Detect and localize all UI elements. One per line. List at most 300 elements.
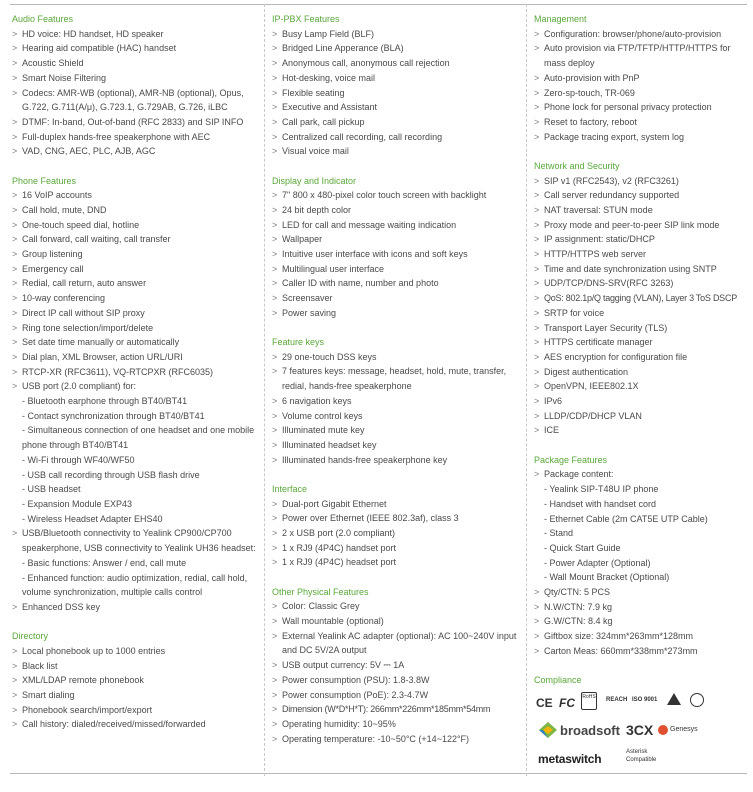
list-item-text: Enhanced DSS key xyxy=(22,601,101,612)
list-item xyxy=(12,130,257,145)
section-compliance xyxy=(534,673,748,778)
chevron-right-icon: > xyxy=(534,116,540,127)
list-item xyxy=(272,247,522,262)
list-item xyxy=(272,438,522,453)
chevron-right-icon: > xyxy=(534,263,540,274)
list-item xyxy=(272,100,522,115)
list-item-text: Giftbox size: 324mm*263mm*128mm xyxy=(544,631,694,642)
chevron-right-icon: > xyxy=(12,366,18,377)
list-item xyxy=(12,423,257,452)
list-item xyxy=(12,468,257,483)
chevron-right-icon: > xyxy=(534,351,540,362)
genesys-logo: Genesys xyxy=(670,725,698,733)
list-item-text: USB port (2.0 compliant) for: xyxy=(22,381,137,392)
list-item-text: Intuitive user interface with icons and soft keys xyxy=(282,249,468,260)
list-item-text: Digest authentication xyxy=(544,366,629,377)
list-item xyxy=(534,71,748,86)
column-left xyxy=(12,12,257,747)
chevron-right-icon: > xyxy=(12,645,18,656)
list-item xyxy=(272,364,522,393)
chevron-right-icon: > xyxy=(272,28,278,39)
list-item-text: SIP v1 (RFC2543), v2 (RFC3261) xyxy=(544,175,679,186)
list-item xyxy=(272,41,522,56)
list-item-text: Caller ID with name, number and photo xyxy=(282,278,439,289)
list-item-text: Illuminated headset key xyxy=(282,439,377,450)
list-item xyxy=(534,247,748,262)
list-item xyxy=(534,512,748,527)
list-item-text: DTMF: In-band, Out-of-band (RFC 2833) and SIP INFO xyxy=(22,116,244,127)
list-item xyxy=(534,41,748,70)
list-item-text: Call hold, mute, DND xyxy=(22,204,107,215)
list-item-text: Call park, call pickup xyxy=(282,116,365,127)
list-item xyxy=(534,467,748,482)
chevron-right-icon: > xyxy=(12,219,18,230)
list-item-text: Call forward, call waiting, call transfer xyxy=(22,234,171,245)
chevron-right-icon: > xyxy=(534,87,540,98)
list-item-text: Ring tone selection/import/delete xyxy=(22,322,154,333)
list-item-text: Anonymous call, anonymous call rejection xyxy=(282,58,450,69)
chevron-right-icon: > xyxy=(272,630,278,641)
list-item xyxy=(12,218,257,233)
section-title: Phone Features xyxy=(12,175,77,186)
column-right xyxy=(534,12,748,792)
list-item-text: Reset to factory, reboot xyxy=(544,116,637,127)
list-item xyxy=(12,306,257,321)
list-item-text: Screensaver xyxy=(282,293,333,304)
chevron-right-icon: > xyxy=(534,175,540,186)
list-item-text: 7" 800 x 480-pixel color touch screen with backlight xyxy=(282,190,487,201)
feature-list xyxy=(534,27,748,145)
chevron-right-icon: > xyxy=(534,28,540,39)
list-item xyxy=(12,350,257,365)
list-item-text: 29 one-touch DSS keys xyxy=(282,351,377,362)
chevron-right-icon: > xyxy=(272,278,278,289)
rohs-logo: RoHS xyxy=(581,692,597,710)
list-item-text: Group listening xyxy=(22,249,83,260)
chevron-right-icon: > xyxy=(272,116,278,127)
list-item-text: Phone lock for personal privacy protection xyxy=(544,102,712,113)
list-item-text: VAD, CNG, AEC, PLC, AJB, AGC xyxy=(22,146,156,157)
list-item-text: Black list xyxy=(22,660,58,671)
list-item xyxy=(534,188,748,203)
chevron-right-icon: > xyxy=(12,381,18,392)
chevron-right-icon: > xyxy=(12,322,18,333)
chevron-right-icon: > xyxy=(534,601,540,612)
chevron-right-icon: > xyxy=(12,689,18,700)
list-item-text: Illuminated hands-free speakerphone key xyxy=(282,454,448,465)
list-item xyxy=(12,232,257,247)
chevron-right-icon: > xyxy=(272,190,278,201)
list-item xyxy=(12,56,257,71)
list-item-text: UDP/TCP/DNS-SRV(RFC 3263) xyxy=(544,278,674,289)
list-item-text: Multilingual user interface xyxy=(282,263,385,274)
list-item-text: Wall mountable (optional) xyxy=(282,616,384,627)
list-item xyxy=(12,482,257,497)
list-item xyxy=(12,556,257,571)
list-item xyxy=(272,56,522,71)
feature-list xyxy=(12,27,257,159)
list-item-text: Busy Lamp Field (BLF) xyxy=(282,28,375,39)
list-item xyxy=(12,291,257,306)
list-item xyxy=(272,86,522,101)
list-item-text: Hot-desking, voice mail xyxy=(282,72,376,83)
chevron-right-icon: > xyxy=(534,381,540,392)
chevron-right-icon: > xyxy=(534,249,540,260)
list-item xyxy=(272,599,522,614)
chevron-right-icon: > xyxy=(272,660,278,671)
list-item-text: - Bluetooth earphone through BT40/BT41 xyxy=(22,396,188,407)
list-item xyxy=(12,497,257,512)
list-item xyxy=(272,130,522,145)
top-rule xyxy=(10,4,747,5)
chevron-right-icon: > xyxy=(534,219,540,230)
list-item xyxy=(534,262,748,277)
chevron-right-icon: > xyxy=(534,307,540,318)
chevron-right-icon: > xyxy=(272,131,278,142)
chevron-right-icon: > xyxy=(12,278,18,289)
list-item-text: Dimension (W*D*H*T): 266mm*226mm*185mm*54mm xyxy=(282,704,491,715)
chevron-right-icon: > xyxy=(534,72,540,83)
list-item-text: Wallpaper xyxy=(282,234,323,245)
list-item-text: Carton Meas: 660mm*338mm*273mm xyxy=(544,645,698,656)
chevron-right-icon: > xyxy=(272,616,278,627)
list-item xyxy=(272,717,522,732)
chevron-right-icon: > xyxy=(272,395,278,406)
list-item-text: N.W/CTN: 7.9 kg xyxy=(544,601,613,612)
chevron-right-icon: > xyxy=(272,454,278,465)
list-item-text: ICE xyxy=(544,425,560,436)
list-item xyxy=(12,379,257,394)
list-item xyxy=(12,409,257,424)
list-item xyxy=(272,262,522,277)
list-item xyxy=(12,571,257,600)
feature-list xyxy=(534,174,748,439)
section-title: Display and Indicator xyxy=(272,175,357,186)
list-item-text: Codecs: AMR-WB (optional), AMR-NB (optional), Opus, G.722, G.711(A/μ), G.723.1, G.729AB, G.726, iLBC xyxy=(22,87,244,113)
chevron-right-icon: > xyxy=(534,322,540,333)
chevron-right-icon: > xyxy=(272,102,278,113)
list-item xyxy=(534,497,748,512)
list-item xyxy=(534,409,748,424)
list-item-text: 1 x RJ9 (4P4C) handset port xyxy=(282,542,397,553)
list-item-text: USB/Bluetooth connectivity to Yealink CP900/CP700 speakerphone, USB connectivity to Yealink UH36 headset: xyxy=(22,528,256,554)
chevron-right-icon: > xyxy=(272,263,278,274)
section-phone-features xyxy=(12,174,257,615)
list-item-text: RTCP-XR (RFC3611), VQ-RTCPXR (RFC6035) xyxy=(22,366,214,377)
section-audio-features xyxy=(12,12,257,159)
list-item-text: - Yealink SIP-T48U IP phone xyxy=(544,484,659,495)
list-item-text: Phonebook search/import/export xyxy=(22,704,153,715)
chevron-right-icon: > xyxy=(272,58,278,69)
list-item xyxy=(534,423,748,438)
list-item-text: Color: Classic Grey xyxy=(282,601,360,612)
list-item-text: NAT traversal: STUN mode xyxy=(544,204,653,215)
chevron-right-icon: > xyxy=(534,43,540,54)
list-item xyxy=(534,629,748,644)
chevron-right-icon: > xyxy=(534,469,540,480)
list-item-text: 2 x USB port (2.0 compliant) xyxy=(282,528,396,538)
list-item xyxy=(272,673,522,688)
column-right-sections xyxy=(534,12,748,659)
list-item xyxy=(12,673,257,688)
list-item xyxy=(534,614,748,629)
chevron-right-icon: > xyxy=(12,351,18,362)
list-item-text: Qty/CTN: 5 PCS xyxy=(544,587,611,598)
chevron-right-icon: > xyxy=(272,542,278,553)
list-item xyxy=(534,600,748,615)
list-item-text: - Enhanced function: audio optimization, redial, call hold, volume synchronization, multiple calls control xyxy=(22,572,248,598)
list-item-text: XML/LDAP remote phonebook xyxy=(22,675,144,686)
compatible-label: Compatible xyxy=(626,756,657,763)
chevron-right-icon: > xyxy=(272,601,278,612)
chevron-right-icon: > xyxy=(272,234,278,245)
section-title: Interface xyxy=(272,483,308,494)
chevron-right-icon: > xyxy=(272,718,278,729)
list-item xyxy=(534,115,748,130)
list-item xyxy=(534,526,748,541)
section-package-features xyxy=(534,453,748,659)
list-item-text: - USB call recording through USB flash drive xyxy=(22,469,200,480)
chevron-right-icon: > xyxy=(272,674,278,685)
list-item-text: LED for call and message waiting indication xyxy=(282,219,457,230)
metaswitch-logo: metaswitch xyxy=(538,751,602,766)
chevron-right-icon: > xyxy=(534,131,540,142)
list-item-text: OpenVPN, IEEE802.1X xyxy=(544,381,639,392)
list-item-text: 10-way conferencing xyxy=(22,293,106,304)
list-item xyxy=(534,379,748,394)
list-item-text: 7 features keys: message, headset, hold, mute, transfer, redial, hands-free speakerphone xyxy=(282,366,507,392)
list-item-text: - Simultaneous connection of one headset and one mobile phone through BT40/BT41 xyxy=(22,425,255,451)
chevron-right-icon: > xyxy=(272,557,278,568)
chevron-right-icon: > xyxy=(12,72,18,83)
chevron-right-icon: > xyxy=(272,72,278,83)
list-item xyxy=(272,555,522,570)
list-item-text: - Quick Start Guide xyxy=(544,542,621,553)
chevron-right-icon: > xyxy=(534,293,540,304)
chevron-right-icon: > xyxy=(272,439,278,450)
list-item-text: Acoustic Shield xyxy=(22,58,84,69)
list-item xyxy=(272,688,522,703)
list-item-text: IPv6 xyxy=(544,396,563,407)
list-item-text: - Wall Mount Bracket (Optional) xyxy=(544,572,670,583)
list-item xyxy=(12,115,257,130)
list-item xyxy=(12,262,257,277)
list-item-text: Transport Layer Security (TLS) xyxy=(544,322,668,333)
list-item-text: Illuminated mute key xyxy=(282,425,365,436)
chevron-right-icon: > xyxy=(534,102,540,113)
feature-list xyxy=(272,27,522,159)
list-item-text: Time and date synchronization using SNTP xyxy=(544,263,717,274)
list-item xyxy=(272,27,522,42)
list-item-text: Hearing aid compatible (HAC) handset xyxy=(22,43,177,54)
list-item xyxy=(12,526,257,555)
chevron-right-icon: > xyxy=(12,131,18,142)
list-item-text: Call server redundancy supported xyxy=(544,190,680,201)
chevron-right-icon: > xyxy=(534,645,540,656)
chevron-right-icon: > xyxy=(12,43,18,54)
list-item-text: HD voice: HD handset, HD speaker xyxy=(22,28,164,39)
list-item xyxy=(12,512,257,527)
reach-logo: REACH xyxy=(606,696,628,703)
list-item xyxy=(534,394,748,409)
column-middle xyxy=(272,12,522,761)
list-item-text: Visual voice mail xyxy=(282,146,349,157)
column-divider-2 xyxy=(526,4,527,776)
list-item-text: HTTPS certificate manager xyxy=(544,337,653,348)
list-item-text: - Wireless Headset Adapter EHS40 xyxy=(22,513,163,524)
chevron-right-icon: > xyxy=(272,204,278,215)
list-item xyxy=(272,350,522,365)
list-item-text: HTTP/HTTPS web server xyxy=(544,249,647,260)
list-item xyxy=(12,188,257,203)
list-item-text: Centralized call recording, call recording xyxy=(282,131,443,142)
chevron-right-icon: > xyxy=(12,675,18,686)
list-item xyxy=(534,100,748,115)
chevron-right-icon: > xyxy=(12,337,18,348)
fcc-mark-logo: FC xyxy=(559,695,575,710)
list-item-text: Power consumption (PSU): 1.8-3.8W xyxy=(282,674,430,685)
iso9001-logo: ISO 9001 xyxy=(632,696,658,703)
list-item xyxy=(12,321,257,336)
chevron-right-icon: > xyxy=(12,293,18,304)
list-item xyxy=(12,41,257,56)
list-item xyxy=(272,409,522,424)
list-item xyxy=(12,600,257,615)
section-network-and-security xyxy=(534,159,748,438)
list-item-text: Package tracing export, system log xyxy=(544,131,685,142)
chevron-right-icon: > xyxy=(272,249,278,260)
section-title: Network and Security xyxy=(534,160,620,171)
list-item xyxy=(12,688,257,703)
chevron-right-icon: > xyxy=(12,704,18,715)
list-item-text: Power saving xyxy=(282,307,337,318)
section-title: Directory xyxy=(12,631,49,642)
list-item-text: - Basic functions: Answer / end, call mute xyxy=(22,557,187,568)
chevron-right-icon: > xyxy=(12,116,18,127)
list-item xyxy=(12,27,257,42)
list-item xyxy=(534,335,748,350)
list-item-text: - Power Adapter (Optional) xyxy=(544,557,651,568)
list-item xyxy=(272,541,522,556)
list-item xyxy=(534,321,748,336)
list-item xyxy=(534,541,748,556)
list-item-text: IP assignment: static/DHCP xyxy=(544,234,655,245)
feature-list xyxy=(272,350,522,468)
list-item xyxy=(272,732,522,747)
list-item-text: 1 x RJ9 (4P4C) headset port xyxy=(282,557,397,568)
list-item xyxy=(272,276,522,291)
section-ip-pbx-features xyxy=(272,12,522,159)
list-item xyxy=(534,86,748,101)
chevron-right-icon: > xyxy=(534,278,540,289)
list-item-text: Flexible seating xyxy=(282,87,345,98)
chevron-right-icon: > xyxy=(534,234,540,245)
list-item xyxy=(272,702,522,717)
genesys-logo-icon xyxy=(658,725,668,735)
list-item xyxy=(272,658,522,673)
list-item-text: Volume control keys xyxy=(282,410,363,421)
section-title: Management xyxy=(534,14,587,24)
list-item-text: - USB headset xyxy=(22,484,81,495)
list-item-text: One-touch speed dial, hotline xyxy=(22,219,140,230)
list-item xyxy=(534,644,748,659)
chevron-right-icon: > xyxy=(272,293,278,304)
list-item-text: QoS: 802.1p/Q tagging (VLAN), Layer 3 ToS DSCP xyxy=(544,293,737,304)
broadsoft-logo: broadsoft xyxy=(560,722,620,738)
section-management xyxy=(534,12,748,144)
chevron-right-icon: > xyxy=(534,204,540,215)
list-item-text: External Yealink AC adapter (optional): AC 100~240V input and DC 5V/2A output xyxy=(282,630,517,656)
feature-list xyxy=(272,188,522,320)
list-item xyxy=(534,482,748,497)
list-item xyxy=(534,130,748,145)
chevron-right-icon: > xyxy=(534,190,540,201)
asterisk-label: Asterisk xyxy=(626,748,648,755)
column-divider-1 xyxy=(264,4,265,776)
chevron-right-icon: > xyxy=(272,410,278,421)
list-item xyxy=(12,144,257,159)
list-item-text: AES encryption for configuration file xyxy=(544,351,688,362)
list-item-text: Package content: xyxy=(544,469,614,480)
chevron-right-icon: > xyxy=(272,146,278,157)
broadsoft-logo-icon xyxy=(538,721,558,739)
chevron-right-icon: > xyxy=(534,425,540,436)
chevron-right-icon: > xyxy=(272,43,278,54)
list-item xyxy=(12,394,257,409)
list-item-text: Local phonebook up to 1000 entries xyxy=(22,645,166,656)
chevron-right-icon: > xyxy=(12,28,18,39)
chevron-right-icon: > xyxy=(12,87,18,98)
list-item-text: G.W/CTN: 8.4 kg xyxy=(544,616,613,627)
list-item-text: - Ethernet Cable (2m CAT5E UTP Cable) xyxy=(544,513,708,524)
section-title: IP-PBX Features xyxy=(272,14,340,24)
list-item xyxy=(534,276,748,291)
feature-list xyxy=(272,599,522,746)
list-item xyxy=(272,453,522,468)
feature-list xyxy=(12,644,257,732)
chevron-right-icon: > xyxy=(12,146,18,157)
list-item-text: Dual-port Gigabit Ethernet xyxy=(282,498,387,509)
chevron-right-icon: > xyxy=(272,513,278,524)
chevron-right-icon: > xyxy=(272,351,278,362)
list-item-text: Set date time manually or automatically xyxy=(22,337,180,348)
list-item xyxy=(272,306,522,321)
list-item-text: Emergency call xyxy=(22,263,84,274)
chevron-right-icon: > xyxy=(12,190,18,201)
chevron-right-icon: > xyxy=(534,587,540,598)
list-item-text: Operating humidity: 10~95% xyxy=(282,718,396,729)
list-item xyxy=(534,570,748,585)
list-item xyxy=(12,659,257,674)
chevron-right-icon: > xyxy=(272,498,278,509)
chevron-right-icon: > xyxy=(12,58,18,69)
list-item xyxy=(272,497,522,512)
3cx-logo: 3CX xyxy=(626,721,654,738)
list-item xyxy=(534,218,748,233)
asterisk-compatible-logo xyxy=(626,748,656,764)
list-item-text: USB output currency: 5V ⎓ 1A xyxy=(282,660,405,671)
chevron-right-icon: > xyxy=(12,660,18,671)
chevron-right-icon: > xyxy=(272,219,278,230)
compliance-logos xyxy=(534,688,748,778)
chevron-right-icon: > xyxy=(272,87,278,98)
chevron-right-icon: > xyxy=(272,689,278,700)
list-item xyxy=(534,556,748,571)
list-item xyxy=(534,232,748,247)
list-item xyxy=(534,585,748,600)
list-item xyxy=(534,365,748,380)
list-item xyxy=(12,365,257,380)
